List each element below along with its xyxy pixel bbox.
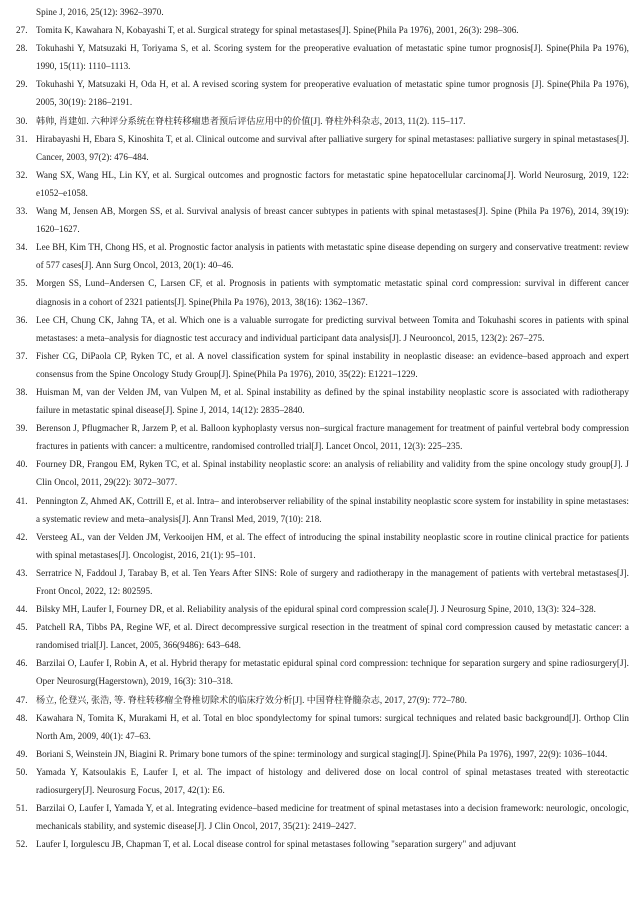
reference-number: 41. xyxy=(16,495,28,506)
reference-number: 29. xyxy=(16,79,28,90)
reference-number: 50. xyxy=(16,766,28,777)
reference-number: 28. xyxy=(16,43,28,54)
reference-text: 韩帅, 肖建如. 六种评分系统在脊柱转移瘤患者预后评估应用中的价值[J]. 脊柱外科杂志, 2013, 11(2). 115–117. xyxy=(36,115,466,126)
reference-text: Wang SX, Wang HL, Lin KY, et al. Surgical outcomes and prognostic factors for metastatic spine hepatocellular carcinoma[J]. World Neurosurg, 2019, 122: e1052–e1058. xyxy=(36,169,629,198)
reference-text: Morgen SS, Lund–Andersen C, Larsen CF, et al. Prognosis in patients with symptomatic metastatic spinal cord compression: survival in different cancer diagnosis in a cohort of 2321 patients[J]. Spine(Phila Pa 1976), 2013, 38(16): 1362–1367. xyxy=(36,278,629,307)
reference-item xyxy=(16,745,629,763)
reference-number: 35. xyxy=(16,278,28,289)
reference-list xyxy=(16,3,629,853)
reference-text: Pennington Z, Ahmed AK, Cottrill E, et al. Intra– and interobserver reliability of the spinal instability neoplastic score system for instability in spine metastases: a systematic review and meta–analysis[J]. Ann Transl Med, 2019, 7(10): 218. xyxy=(36,495,629,524)
reference-item xyxy=(16,600,629,618)
reference-text: Fisher CG, DiPaola CP, Ryken TC, et al. A novel classification system for spinal instability in neoplastic disease: an evidence–based approach and expert consensus from the Spine Oncology Study Group[J]. Spine(Phila Pa 1976), 2010, 35(22): E1221–1229. xyxy=(36,350,629,379)
reference-item xyxy=(16,835,629,853)
reference-item xyxy=(16,799,629,835)
reference-text: Bilsky MH, Laufer I, Fourney DR, et al. Reliability analysis of the epidural spinal cord compression scale[J]. J Neurosurg Spine, 2010, 13(3): 324–328. xyxy=(36,604,596,615)
reference-number: 45. xyxy=(16,622,28,633)
reference-number: 36. xyxy=(16,314,28,325)
reference-number: 40. xyxy=(16,459,28,470)
reference-text: Barzilai O, Laufer I, Yamada Y, et al. Integrating evidence–based medicine for treatment of spinal metastases into a decision framework: neurologic, oncologic, mechanicals stability, and systemic disease[J]. J Clin Oncol, 2017, 35(21): 2419–2427. xyxy=(36,803,629,832)
reference-text: Spine J, 2016, 25(12): 3962–3970. xyxy=(36,7,164,17)
reference-item xyxy=(16,274,629,310)
reference-number: 44. xyxy=(16,604,28,615)
reference-text: Yamada Y, Katsoulakis E, Laufer I, et al. The impact of histology and delivered dose on local control of spinal metastases treated with stereotactic radiosurgery[J]. Neurosurg Focus, 2017, 42(1): E6. xyxy=(36,766,629,796)
reference-text: Hirabayashi H, Ebara S, Kinoshita T, et al. Clinical outcome and survival after palliative surgery for spinal metastases: palliative surgery in spinal metastases[J]. Cancer, 2003, 97(2): 476–484. xyxy=(36,133,629,162)
reference-item xyxy=(16,347,629,383)
reference-text: Tokuhashi Y, Matsuzaki H, Oda H, et al. A revised scoring system for preoperative evaluation of metastatic spine tumor prognosis [J]. Spine(Phila Pa 1976), 2005, 30(19): 2186–2191. xyxy=(36,79,629,108)
reference-number: 48. xyxy=(16,712,28,723)
reference-item xyxy=(16,21,629,39)
reference-number: 47. xyxy=(16,694,28,705)
reference-number: 30. xyxy=(16,115,28,126)
reference-item xyxy=(16,39,629,75)
reference-number: 43. xyxy=(16,567,28,578)
reference-text: Lee BH, Kim TH, Chong HS, et al. Prognostic factor analysis in patients with metastatic spine disease depending on surgery and conservative treatment: review of 577 cases[J]. Ann Surg Oncol, 2013, 20(1): 40–46. xyxy=(36,242,629,271)
reference-item xyxy=(16,311,629,347)
reference-text: Versteeg AL, van der Velden JM, Verkooijen HM, et al. The effect of introducing the spinal instability neoplastic score in routine clinical practice for patients with spinal metastases[J]. Oncologist, 2016, 21(1): 95–101. xyxy=(36,531,629,560)
reference-text: 杨立, 伦登兴, 张浩, 等. 脊柱转移瘤全脊椎切除术的临床疗效分析[J]. 中国脊柱脊髓杂志, 2017, 27(9): 772–780. xyxy=(36,694,467,705)
reference-item xyxy=(16,238,629,274)
reference-number: 49. xyxy=(16,748,28,759)
reference-text: Serratrice N, Faddoul J, Tarabay B, et al. Ten Years After SINS: Role of surgery and radiotherapy in the management of patients with vertebral metastases[J]. Front Oncol, 2022, 12: 802595. xyxy=(36,567,629,596)
reference-number: 38. xyxy=(16,386,28,397)
reference-item xyxy=(16,3,629,21)
reference-item xyxy=(16,564,629,600)
reference-item xyxy=(16,75,629,111)
reference-number: 34. xyxy=(16,242,28,253)
reference-item xyxy=(16,202,629,238)
reference-number: 42. xyxy=(16,531,28,542)
reference-text: Huisman M, van der Velden JM, van Vulpen M, et al. Spinal instability as defined by the spinal instability neoplastic score is associated with radiotherapy failure in metastatic spinal disease[J]. Spine J, 2014, 14(12): 2835–2840. xyxy=(36,386,629,416)
reference-number: 32. xyxy=(16,169,28,180)
reference-item xyxy=(16,130,629,166)
reference-item xyxy=(16,166,629,202)
reference-text: Patchell RA, Tibbs PA, Regine WF, et al. Direct decompressive surgical resection in the treatment of spinal cord compression caused by metastatic cancer: a randomised trial[J]. Lancet, 2005, 366(9486): 643–648. xyxy=(36,622,629,651)
reference-text: Barzilai O, Laufer I, Robin A, et al. Hybrid therapy for metastatic epidural spinal cord compression: technique for separation surgery and spine radiosurgery[J]. Oper Neurosurg(Hagerstown), 2019, 16(3): 310–318. xyxy=(36,658,629,687)
reference-text: Tokuhashi Y, Matsuzaki H, Toriyama S, et al. Scoring system for the preoperative evaluation of metastatic spine tumor prognosis[J]. Spine(Phila Pa 1976), 1990, 15(11): 1110–1113. xyxy=(36,43,629,72)
reference-item xyxy=(16,383,629,419)
reference-item xyxy=(16,455,629,491)
reference-item xyxy=(16,709,629,745)
reference-item xyxy=(16,492,629,528)
reference-text: Fourney DR, Frangou EM, Ryken TC, et al. Spinal instability neoplastic score: an analysis of reliability and validity from the spine oncology study group[J]. J Clin Oncol, 2011, 29(22): 3072–3077. xyxy=(36,459,629,488)
reference-item xyxy=(16,112,629,130)
reference-item xyxy=(16,691,629,709)
reference-item xyxy=(16,419,629,455)
reference-text: Laufer I, Iorgulescu JB, Chapman T, et al. Local disease control for spinal metastases following "separation surgery" and adjuvant xyxy=(36,839,516,850)
reference-item xyxy=(16,654,629,690)
reference-item xyxy=(16,618,629,654)
reference-number: 31. xyxy=(16,133,28,144)
reference-text: Lee CH, Chung CK, Jahng TA, et al. Which one is a valuable surrogate for predicting survival between Tomita and Tokuhashi scores in patients with spinal metastases: a meta–analysis for diagnostic test accuracy and individual participant data analysis[J]. J Neurooncol, 2015, 123(2): 267–275. xyxy=(36,314,629,343)
reference-number: 51. xyxy=(16,803,28,814)
reference-number: 39. xyxy=(16,423,28,434)
reference-number: 37. xyxy=(16,350,28,361)
reference-item xyxy=(16,528,629,564)
reference-number: 27. xyxy=(16,25,28,36)
reference-text: Boriani S, Weinstein JN, Biagini R. Primary bone tumors of the spine: terminology and surgical staging[J]. Spine(Phila Pa 1976), 1997, 22(9): 1036–1044. xyxy=(36,748,608,759)
reference-text: Berenson J, Pflugmacher R, Jarzem P, et al. Balloon kyphoplasty versus non–surgical fracture management for treatment of painful vertebral body compression fractures in patients with cancer: a multicentre, randomised controlled trial[J]. Lancet Oncol, 2011, 12(3): 225–235. xyxy=(36,423,629,452)
reference-number: 52. xyxy=(16,839,28,850)
reference-item xyxy=(16,763,629,799)
reference-number: 33. xyxy=(16,206,28,217)
reference-number: 46. xyxy=(16,658,28,669)
reference-text: Kawahara N, Tomita K, Murakami H, et al. Total en bloc spondylectomy for spinal tumors: surgical techniques and related basic background[J]. Orthop Clin North Am, 2009, 40(1): 47–63. xyxy=(36,712,629,741)
reference-text: Wang M, Jensen AB, Morgen SS, et al. Survival analysis of breast cancer subtypes in patients with spinal metastases[J]. Spine (Phila Pa 1976), 2014, 39(19): 1620–1627. xyxy=(36,206,629,235)
reference-text: Tomita K, Kawahara N, Kobayashi T, et al. Surgical strategy for spinal metastases[J]. Spine(Phila Pa 1976), 2001, 26(3): 298–306. xyxy=(36,25,519,36)
